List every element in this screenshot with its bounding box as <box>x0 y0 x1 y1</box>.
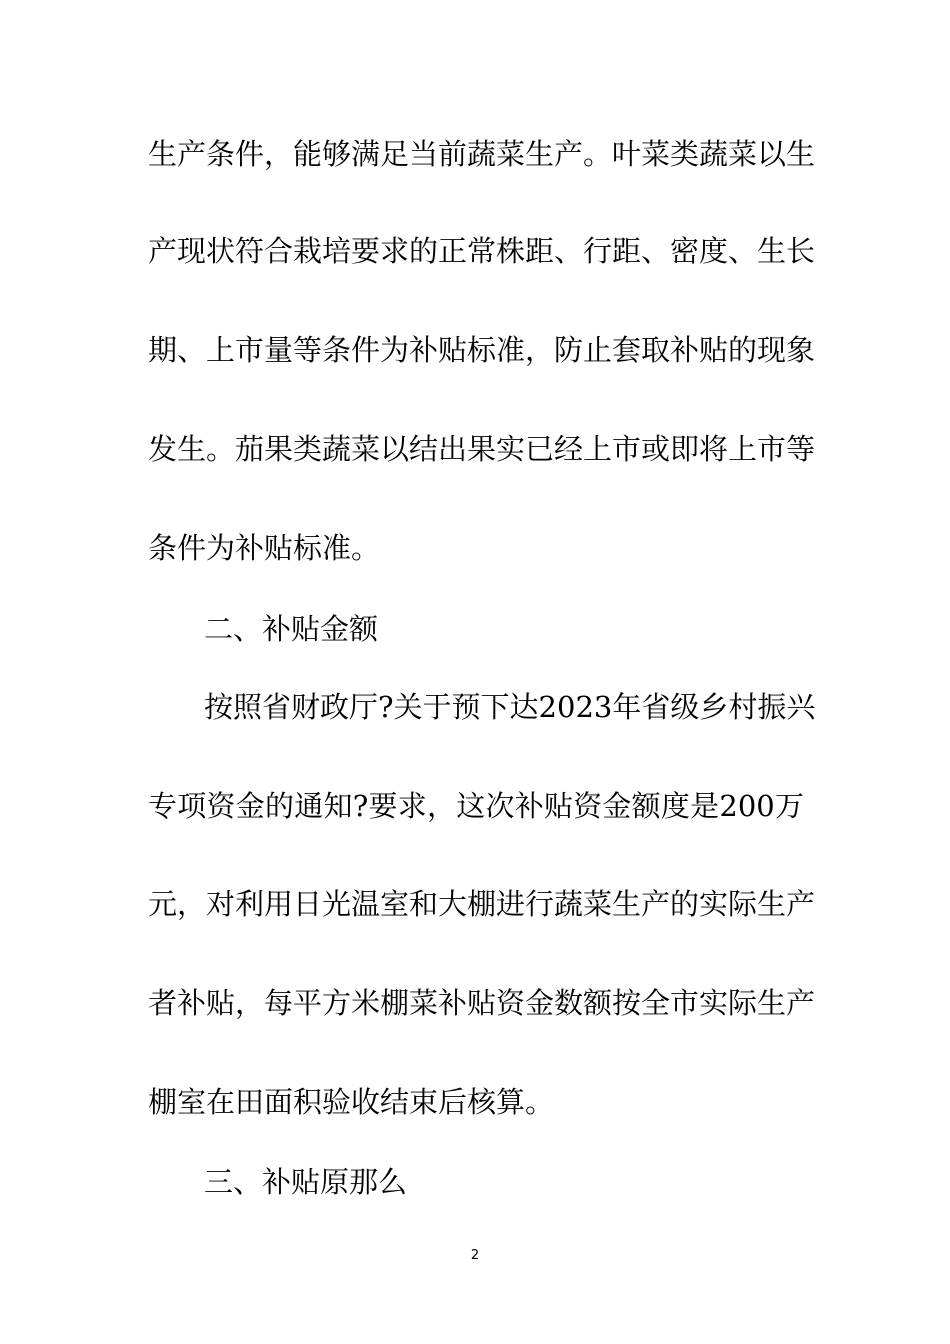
section-heading: 二、补贴金额 <box>204 612 379 646</box>
body-text-line: 棚室在田面积验收结束后核算。 <box>148 1085 555 1119</box>
body-text-line: 条件为补贴标准。 <box>148 531 381 565</box>
body-text-line: 按照省财政厅?关于预下达2023年省级乡村振兴 <box>204 690 816 724</box>
body-text-line: 发生。茄果类蔬菜以结出果实已经上市或即将上市等 <box>148 432 816 466</box>
body-text-line: 期、上市量等条件为补贴标准，防止套取补贴的现象 <box>148 333 816 367</box>
body-text-line: 者补贴，每平方米棚菜补贴资金数额按全市实际生产 <box>148 986 816 1020</box>
section-heading: 三、补贴原那么 <box>204 1165 408 1199</box>
page-number: 2 <box>470 1248 480 1263</box>
body-text-line: 专项资金的通知?要求，这次补贴资金额度是200万 <box>148 789 804 823</box>
body-text-line: 生产条件，能够满足当前蔬菜生产。叶菜类蔬菜以生 <box>148 137 816 171</box>
body-text-line: 元，对利用日光温室和大棚进行蔬菜生产的实际生产 <box>148 887 816 921</box>
body-text-line: 产现状符合栽培要求的正常株距、行距、密度、生长 <box>148 234 816 268</box>
